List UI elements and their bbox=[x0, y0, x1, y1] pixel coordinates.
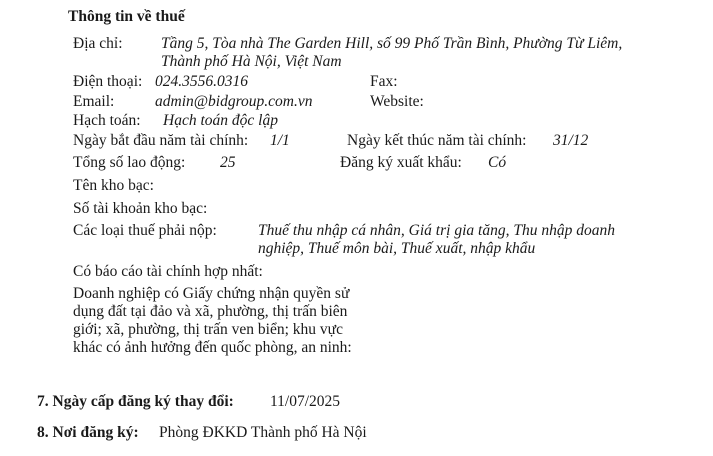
section-8-value: Phòng ĐKKD Thành phố Hà Nội bbox=[159, 424, 367, 441]
section-7-label: 7. Ngày cấp đăng ký thay đổi: bbox=[37, 393, 234, 410]
email-label: Email: bbox=[73, 93, 115, 110]
land-line-3: giới; xã, phường, thị trấn ven biển; khu vực bbox=[73, 321, 343, 338]
address-label: Địa chỉ: bbox=[73, 35, 123, 52]
website-label: Website: bbox=[370, 93, 424, 110]
export-value: Có bbox=[488, 154, 507, 171]
phone-label: Điện thoại: bbox=[73, 73, 143, 90]
treasury-account-label: Số tài khoản kho bạc: bbox=[73, 200, 208, 217]
fy-end-label: Ngày kết thúc năm tài chính: bbox=[347, 132, 527, 149]
section-7-value: 11/07/2025 bbox=[270, 393, 341, 410]
fy-start-label: Ngày bắt đầu năm tài chính: bbox=[73, 132, 249, 149]
tax-info-heading: Thông tin về thuế bbox=[68, 8, 185, 25]
land-line-4: khác có ảnh hưởng đến quốc phòng, an ninh: bbox=[73, 339, 352, 356]
accounting-label: Hạch toán: bbox=[73, 112, 141, 129]
email-value: admin@bidgroup.com.vn bbox=[155, 93, 313, 110]
phone-value: 024.3556.0316 bbox=[155, 73, 248, 90]
export-label: Đăng ký xuất khẩu: bbox=[340, 154, 462, 171]
land-line-1: Doanh nghiệp có Giấy chứng nhận quyền sử bbox=[73, 285, 350, 302]
consolidated-label: Có báo cáo tài chính hợp nhất: bbox=[73, 263, 263, 280]
address-line-2: Thành phố Hà Nội, Việt Nam bbox=[161, 53, 342, 70]
tax-types-line-1: Thuế thu nhập cá nhân, Giá trị gia tăng, Thu nhập doanh bbox=[258, 222, 615, 239]
fy-start-value: 1/1 bbox=[270, 132, 290, 149]
treasury-name-label: Tên kho bạc: bbox=[73, 177, 154, 194]
tax-types-line-2: nghiệp, Thuế môn bài, Thuế xuất, nhập khẩu bbox=[258, 240, 536, 257]
section-8-label: 8. Nơi đăng ký: bbox=[37, 424, 139, 441]
fy-end-value: 31/12 bbox=[553, 132, 589, 149]
employees-value: 25 bbox=[220, 154, 236, 171]
fax-label: Fax: bbox=[370, 73, 398, 90]
accounting-value: Hạch toán độc lập bbox=[163, 112, 278, 129]
address-line-1: Tầng 5, Tòa nhà The Garden Hill, số 99 Phố Trần Bình, Phường Từ Liêm, bbox=[161, 35, 623, 52]
tax-types-label: Các loại thuế phải nộp: bbox=[73, 222, 217, 239]
land-line-2: dụng đất tại đảo và xã, phường, thị trấn biên bbox=[73, 303, 348, 320]
employees-label: Tổng số lao động: bbox=[73, 154, 186, 171]
